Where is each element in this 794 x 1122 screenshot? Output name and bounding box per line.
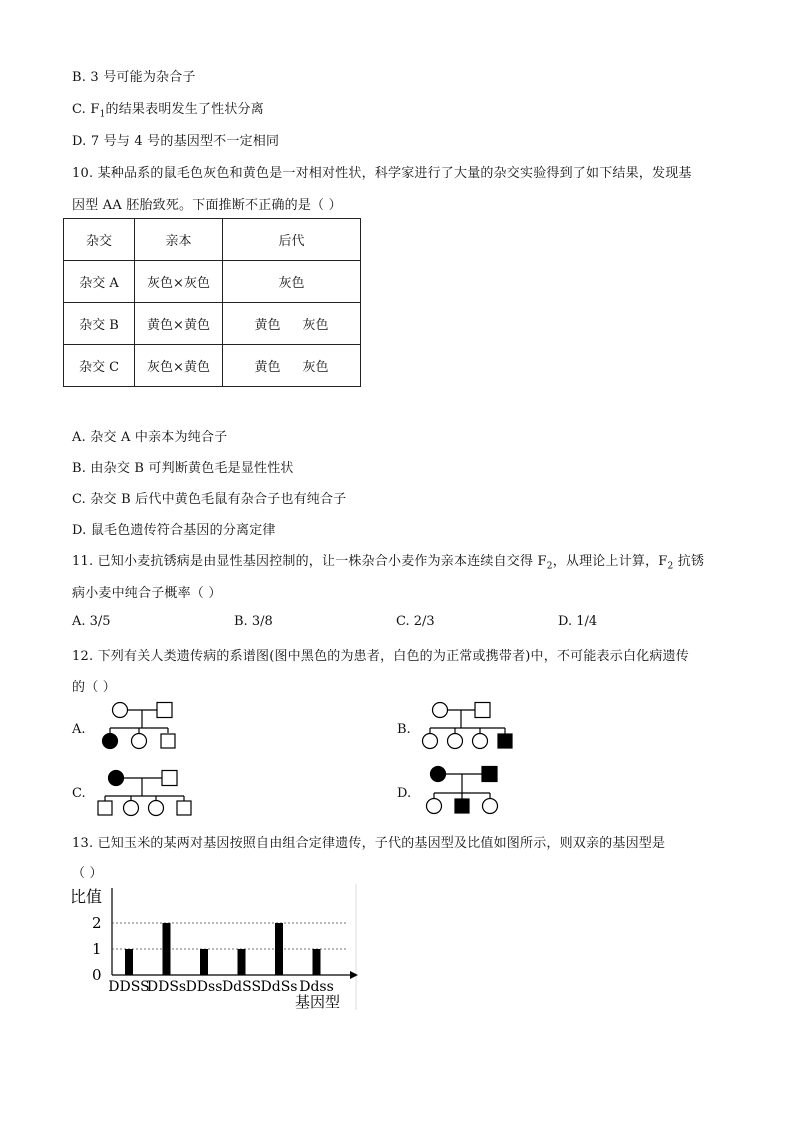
table-row xyxy=(64,303,361,345)
chart-x-tick-label: DDss xyxy=(185,979,223,995)
cell-offspring: 灰色 xyxy=(223,261,361,303)
genotype-ratio-chart xyxy=(70,880,370,1015)
header-parents: 亲本 xyxy=(135,219,223,261)
cell-parents: 黄色×黄色 xyxy=(135,303,223,345)
table-row xyxy=(64,345,361,387)
chart-y-tick-label: 0 xyxy=(92,966,102,984)
cell-cross: 杂交 B xyxy=(64,303,135,345)
table-row xyxy=(64,261,361,303)
chart-x-tick-label: Ddss xyxy=(299,979,334,995)
q11-option-b: B. 3/8 xyxy=(234,614,273,629)
chart-y-tick-label: 2 xyxy=(92,914,102,932)
chart-x-tick-label: DDSS xyxy=(108,979,150,995)
q12-label-d: D. xyxy=(397,786,412,801)
q9-option-b: B. 3 号可能为杂合子 xyxy=(72,70,196,85)
q11-option-d: D. 1/4 xyxy=(558,614,598,629)
header-offspring: 后代 xyxy=(223,219,361,261)
q13-stem-line1: 13. 已知玉米的某两对基因按照自由组合定律遗传，子代的基因型及比值如图所示，则双亲的基因型是 xyxy=(72,836,666,851)
q9-option-d: D. 7 号与 4 号的基因型不一定相同 xyxy=(72,134,280,149)
q12-label-a: A. xyxy=(72,722,86,737)
q10-stem-line1: 10. 某种品系的鼠毛色灰色和黄色是一对相对性状，科学家进行了大量的杂交实验得到了如下结果，发现基 xyxy=(72,166,692,181)
chart-x-tick-label: DdSs xyxy=(260,979,298,995)
q10-option-c: C. 杂交 B 后代中黄色毛鼠有杂合子也有纯合子 xyxy=(72,492,347,507)
pedigree-d xyxy=(420,764,510,816)
chart-xlabel: 基因型 xyxy=(295,993,341,1011)
pedigree-b xyxy=(418,700,518,752)
q10-stem-line2: 因型 AA 胚胎致死。下面推断不正确的是（ ） xyxy=(72,198,342,213)
cell-parents: 灰色×黄色 xyxy=(135,345,223,387)
chart-ylabel: 比值 xyxy=(70,887,103,906)
chart-x-axis-arrow xyxy=(350,971,358,979)
q12-label-b: B. xyxy=(397,722,411,737)
q10-cross-table xyxy=(63,218,361,387)
chart-bar xyxy=(163,923,171,975)
cell-offspring: 黄色 灰色 xyxy=(223,303,361,345)
chart-bar xyxy=(238,949,246,975)
pedigree-c xyxy=(92,768,202,820)
chart-bar xyxy=(313,949,321,975)
q12-stem-line1: 12. 下列有关人类遗传病的系谱图(图中黑色的为患者，白色的为正常或携带者)中，不可能表示白化病遗传 xyxy=(72,649,689,664)
q11-option-c: C. 2/3 xyxy=(396,614,435,629)
q10-option-b: B. 由杂交 B 可判断黄色毛是显性性状 xyxy=(72,461,294,476)
cell-parents: 灰色×灰色 xyxy=(135,261,223,303)
header-cross: 杂交 xyxy=(64,219,135,261)
chart-x-tick-label: DDSs xyxy=(146,979,187,995)
pedigree-a xyxy=(100,700,190,752)
table-header-row xyxy=(64,219,361,261)
q12-stem-line2: 的（ ） xyxy=(72,680,116,695)
chart-y-tick-label: 1 xyxy=(92,940,102,958)
chart-bar xyxy=(275,923,283,975)
q9-option-c: C. $F_1$的结果表明发生了性状分离 xyxy=(72,102,264,120)
cell-cross: 杂交 A xyxy=(64,261,135,303)
q11-stem-line2: 病小麦中纯合子概率（ ） xyxy=(72,586,222,601)
q10-option-d: D. 鼠毛色遗传符合基因的分离定律 xyxy=(72,523,276,538)
q11-stem-line1: 11. 已知小麦抗锈病是由显性基因控制的，让一株杂合小麦作为亲本连续自交得 $F_2$，从理论上计算，$F_2$ 抗锈 xyxy=(72,554,705,572)
q13-stem-line2: （ ） xyxy=(72,866,103,881)
chart-x-tick-label: DdSS xyxy=(221,979,262,995)
cell-offspring: 黄色 灰色 xyxy=(223,345,361,387)
q10-option-a: A. 杂交 A 中亲本为纯合子 xyxy=(72,430,228,445)
chart-bar xyxy=(200,949,208,975)
chart-bar xyxy=(125,949,133,975)
cell-cross: 杂交 C xyxy=(64,345,135,387)
q11-option-a: A. 3/5 xyxy=(72,614,111,629)
q12-label-c: C. xyxy=(72,786,86,801)
